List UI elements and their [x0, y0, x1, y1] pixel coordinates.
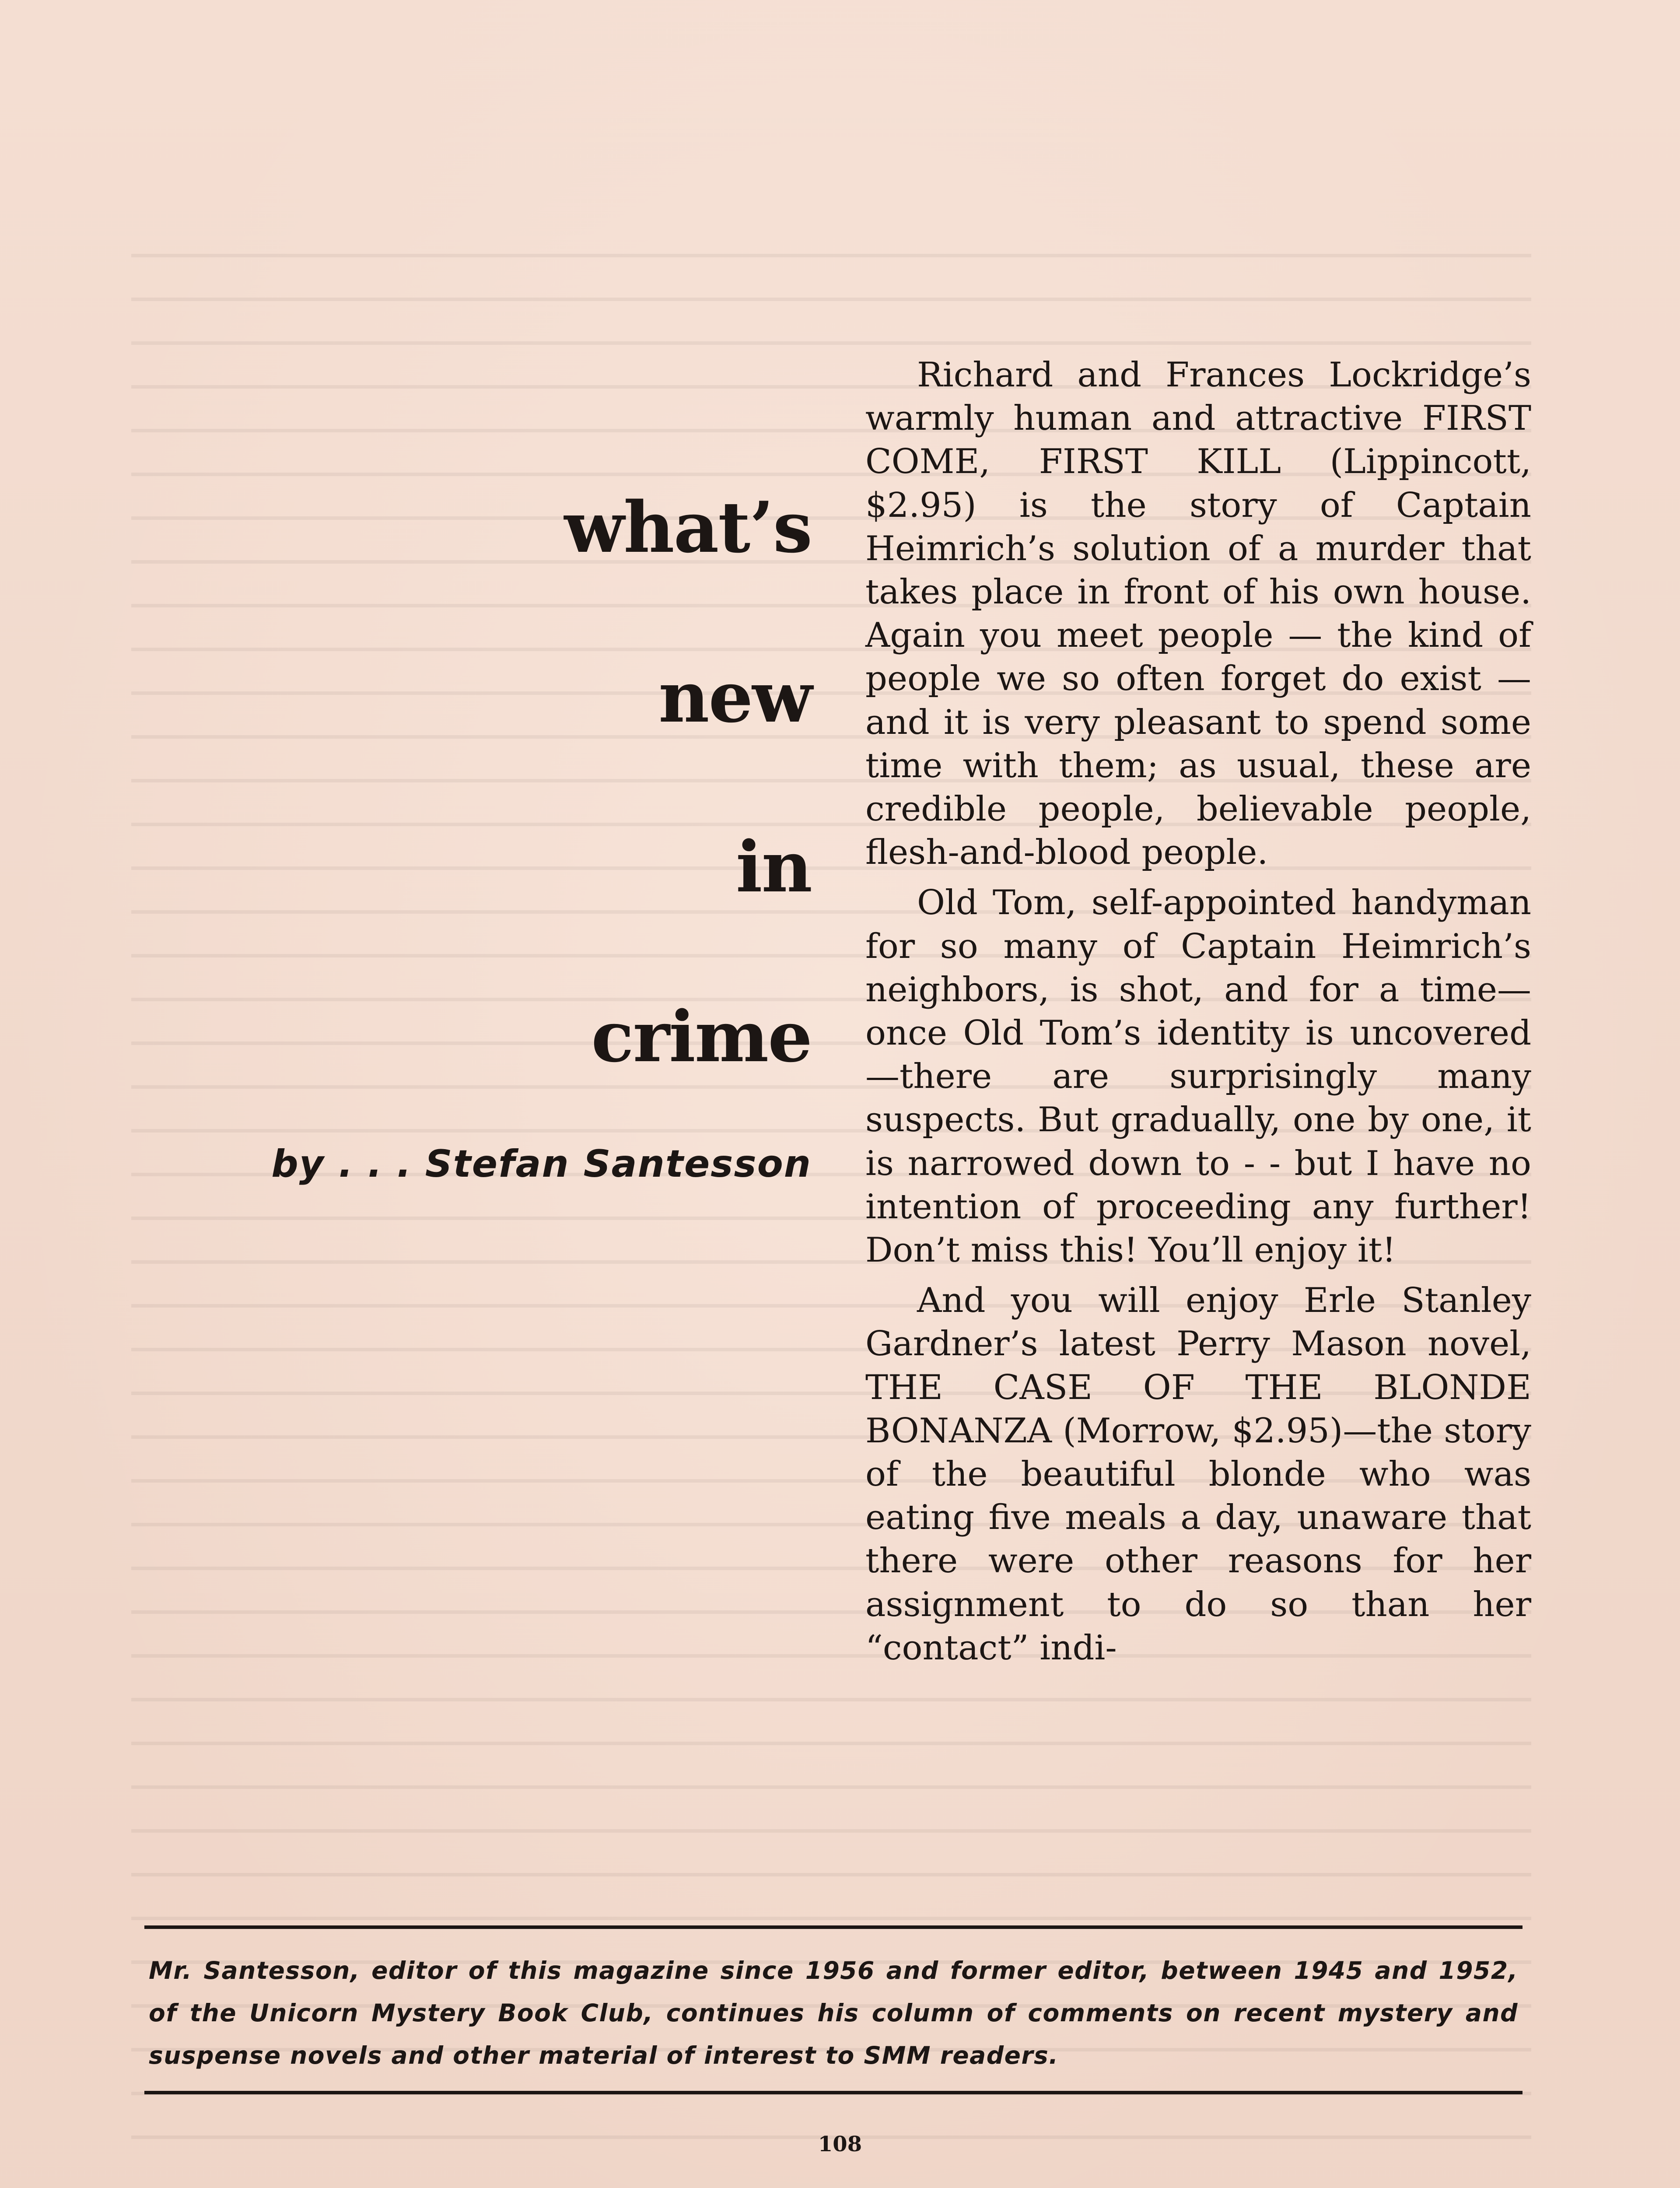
heading-line-new: new	[658, 656, 812, 738]
article-column	[865, 354, 1531, 1677]
byline	[112, 1142, 812, 1186]
footnote-bottom-rule	[144, 2091, 1522, 2094]
footnote-top-rule	[144, 1925, 1522, 1929]
heading-line-in: in	[735, 826, 812, 908]
article-paragraph: Old Tom, self-appointed handyman for so many of Captain Heimrich’s neighbors, is shot, and for a time—once Old Tom’s identity is uncovered—there are surprisingly many suspects. But gradually, one by one, it is narrowed down to - - but I have no intention of proceeding any further! Don’t miss this! You’ll enjoy it!	[865, 883, 1531, 1270]
byline-prefix: by . . .	[271, 1142, 412, 1186]
page-number: 108	[818, 2132, 862, 2156]
column-heading	[418, 486, 812, 1078]
article-paragraph: And you will enjoy Erle Stanley Gardner’s latest Perry Mason novel, THE CASE OF THE BLONDE BONANZA (Morrow, $2.95)—the story of the beautiful blonde who was eating five meals a day, unaware that there were other reasons for her assignment to do so than her “contact” indi-	[865, 1281, 1531, 1668]
article-paragraph: Richard and Frances Lockridge’s warmly human and attractive FIRST COME, FIRST KILL (Lippincott, $2.95) is the story of Captain Heimrich’s solution of a murder that takes place in front of his own house. Again you meet people — the kind of people we so often forget do exist — and it is very pleasant to spend some time with them; as usual, these are credible people, believable people, flesh-and-blood people.	[865, 355, 1531, 873]
heading-line-whats: what’s	[564, 486, 812, 568]
heading-line-crime: crime	[591, 996, 812, 1078]
byline-author: Stefan Santesson	[425, 1142, 812, 1186]
editor-footnote: Mr. Santesson, editor of this magazine since 1956 and former editor, between 1945 and 1952, of the Unicorn Mystery Book Club, continues his column of comments on recent mystery and suspense novels and other material of interest to SMM readers.	[149, 1957, 1518, 2069]
